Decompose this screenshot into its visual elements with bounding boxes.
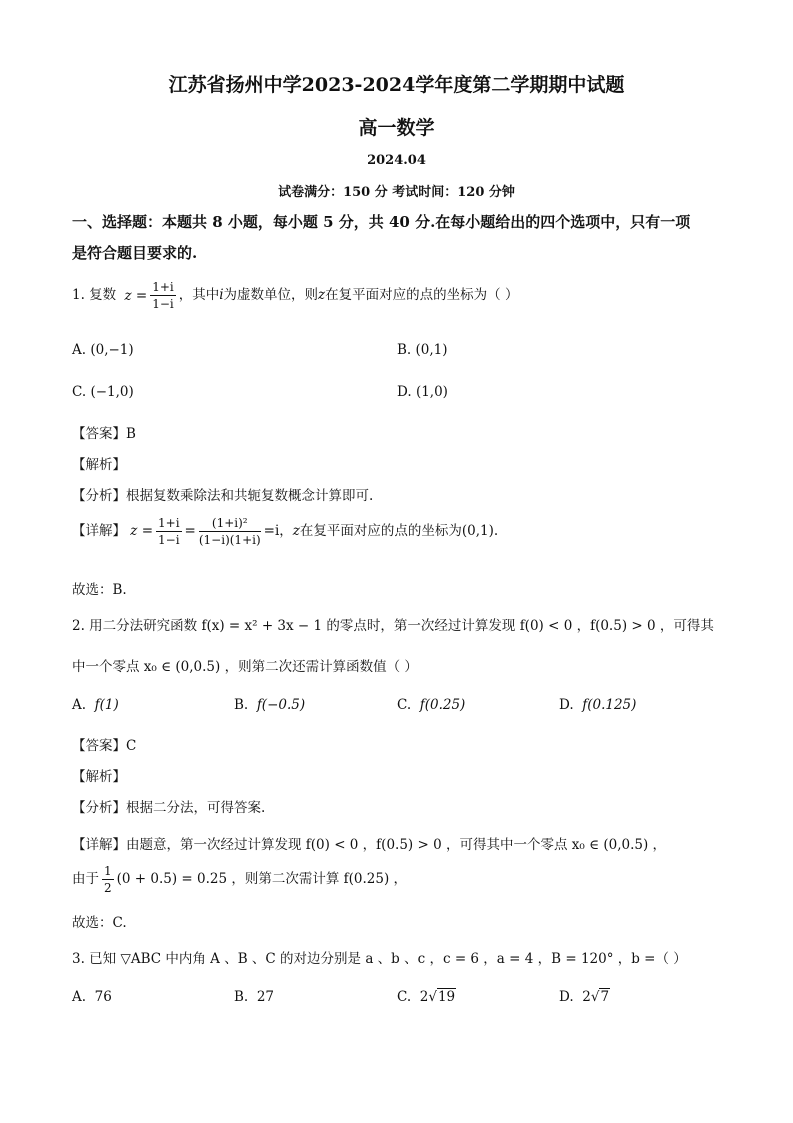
q2-option-c-value: f(0.25)	[419, 697, 466, 713]
q2-detail2-pre: 由于	[72, 871, 99, 887]
q2-option-a	[72, 697, 119, 713]
q3-stem: 3. 已知 ▽ABC 中内角 A 、B 、C 的对边分别是 a 、b 、c ，c = 6 ，a = 4 ，B = 120° ，b =（ ）	[72, 951, 687, 967]
q3-option-d-rad: 7	[600, 989, 610, 1005]
q2-option-d	[559, 697, 636, 713]
q1-detail-eq: =	[184, 523, 196, 539]
q1-detail-frac2	[199, 516, 261, 547]
sqrt-icon: √	[428, 989, 437, 1005]
q2-option-c	[397, 697, 465, 713]
q1-detail-frac1-num: 1+i	[158, 516, 180, 530]
q3-option-c-coef: 2	[419, 989, 429, 1005]
q1-fenxi: 【分析】根据复数乘除法和共轭复数概念计算即可.	[72, 488, 374, 504]
q1-number: 1. 复数	[72, 287, 117, 303]
sqrt-icon: √	[590, 989, 600, 1005]
q1-detail-z: z =	[130, 523, 154, 539]
q1-answer: 【答案】B	[72, 426, 136, 442]
q3-option-a	[72, 989, 112, 1005]
q2-detail: 【详解】由题意，第一次经过计算发现 f(0) < 0 ，f(0.5) > 0 ，可得其中一个零点 x₀ ∈ (0,0.5) ，	[72, 837, 667, 853]
q1-detail-tail: 在复平面对应的点的坐标为(0,1).	[299, 523, 499, 539]
q2-detail-line2	[72, 864, 407, 895]
q1-option-d-value: (1,0)	[415, 384, 448, 400]
q1-z: z =	[124, 287, 148, 304]
q3-option-c	[397, 989, 456, 1005]
q1-detail-frac1	[156, 516, 182, 547]
q2-fenxi: 【分析】根据二分法，可得答案.	[72, 800, 266, 816]
q1-option-a-label: A.	[72, 342, 87, 358]
q1-conclusion: 故选：B.	[72, 582, 127, 598]
q1-option-d	[397, 384, 448, 400]
q2-analysis-tag: 【解析】	[72, 769, 126, 785]
q2-conclusion: 故选：C.	[72, 915, 127, 931]
q1-stem-z: z	[318, 287, 326, 303]
q1-option-a-value: (0,−1)	[90, 342, 134, 358]
q1-option-d-label: D.	[397, 384, 412, 400]
q1-stem-b: 为虚数单位，则	[223, 287, 319, 303]
exam-title: 江苏省扬州中学2023-2024学年度第二学期期中试题	[168, 74, 625, 96]
section-heading-line1: 一、选择题：本题共 8 小题，每小题 5 分，共 40 分.在每小题给出的四个选项中，只有一项	[72, 213, 691, 231]
q3-option-b	[234, 989, 274, 1005]
q1-stem-c: 在复平面对应的点的坐标为（ ）	[325, 287, 519, 303]
q3-option-c-label: C.	[397, 989, 412, 1005]
q2-detail2-rest: (0 + 0.5) = 0.25 ，则第二次需计算 f(0.25) ，	[116, 871, 408, 887]
q1-option-b-value: (0,1)	[415, 342, 448, 358]
q2-option-d-label: D.	[559, 697, 574, 713]
q1-frac-den: 1−i	[152, 297, 174, 311]
q1-detail-rest: =i，	[263, 523, 293, 539]
q1-option-c-label: C.	[72, 384, 87, 400]
q1-option-c	[72, 384, 134, 400]
q3-option-b-label: B.	[234, 989, 249, 1005]
q1-detail-frac2-num: (1+i)²	[199, 516, 261, 532]
q3-option-d-coef: 2	[582, 989, 591, 1005]
q2-detail2-frac	[102, 864, 114, 895]
q1-detail	[72, 516, 498, 547]
q3-option-a-value: 76	[94, 989, 112, 1005]
q3-option-b-value: 27	[256, 989, 274, 1005]
q2-option-c-label: C.	[397, 697, 412, 713]
q2-detail2-den: 2	[104, 881, 112, 895]
q1-frac-num: 1+i	[152, 280, 174, 294]
q1-option-b-label: B.	[397, 342, 412, 358]
q1-stem-a: ，其中	[178, 287, 220, 303]
exam-info: 试卷满分：150 分 考试时间：120 分钟	[278, 185, 515, 200]
exam-subtitle: 高一数学	[358, 117, 435, 139]
section-heading-line2: 是符合题目要求的.	[72, 244, 198, 262]
q1-stem-i: i	[219, 287, 224, 303]
q2-option-a-label: A.	[72, 697, 87, 713]
q2-option-b-value: f(−0.5)	[256, 697, 306, 713]
q2-stem-line1: 2. 用二分法研究函数 f(x) = x² + 3x − 1 的零点时，第一次经过计算发现 f(0) < 0 ，f(0.5) > 0 ，可得其	[72, 618, 714, 634]
q2-option-d-value: f(0.125)	[582, 697, 637, 713]
q2-detail2-num: 1	[104, 864, 112, 878]
q1-detail-frac1-den: 1−i	[158, 533, 180, 547]
q3-option-c-rad: 19	[437, 989, 456, 1005]
q2-option-a-value: f(1)	[94, 697, 119, 713]
q1-analysis-tag: 【解析】	[72, 457, 126, 473]
q3-option-a-label: A.	[72, 989, 87, 1005]
q2-answer: 【答案】C	[72, 738, 137, 754]
q1-fraction	[150, 280, 176, 311]
question-1-stem	[72, 280, 518, 311]
q1-detail-tag: 【详解】	[72, 523, 126, 539]
q2-option-b	[234, 697, 305, 713]
q1-option-b	[397, 342, 448, 358]
q3-option-d	[559, 989, 610, 1005]
q1-option-a	[72, 342, 134, 358]
q2-stem-line2: 中一个零点 x₀ ∈ (0,0.5) ，则第二次还需计算函数值（ ）	[72, 659, 418, 675]
q2-option-b-label: B.	[234, 697, 249, 713]
q1-detail-frac2-den: (1−i)(1+i)	[198, 533, 261, 547]
q3-option-d-label: D.	[559, 989, 574, 1005]
exam-date: 2024.04	[367, 153, 426, 168]
q1-detail-z2: z	[292, 523, 300, 539]
q1-option-c-value: (−1,0)	[90, 384, 134, 400]
